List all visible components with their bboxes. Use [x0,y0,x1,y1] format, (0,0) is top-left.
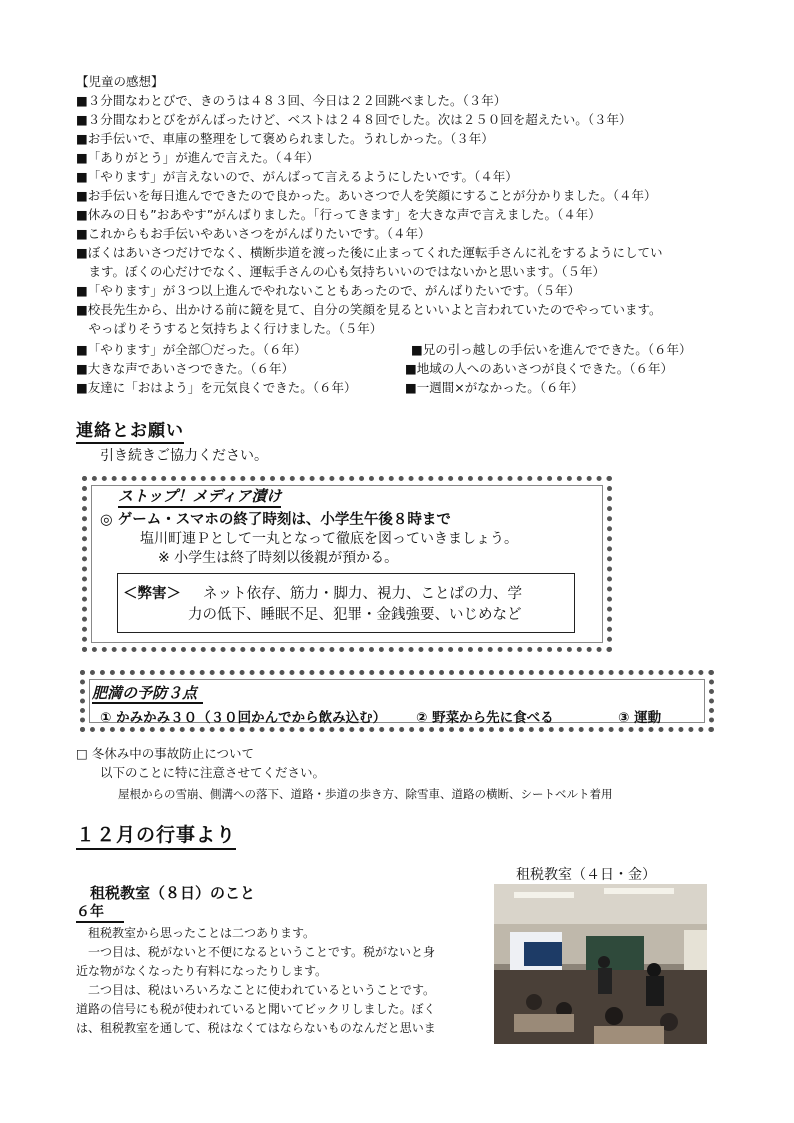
harm-line2: 力の低下、睡眠不足、犯罪・金銭強要、いじめなど [188,607,522,623]
media-box-line2: 塩川町連Ｐとして一丸となって徹底を図っていきましょう。 [140,531,518,547]
tax-class-subheading: 租税教室（８日）のこと [90,884,256,902]
list-item: ■「ありがとう」が進んで言えた。（４年） [76,150,320,165]
paragraph-line: 二つ目は、税はいろいろなことに使われているということです。 [76,983,436,997]
list-item: ■お手伝いを毎日進んでできたので良かった。あいさつで人を笑顔にすることが分かりました。（４年） [76,188,657,203]
list-item: ■友達に「おはよう」を元気良くできた。（６年） [76,380,357,395]
grade-label: ６年 [76,903,124,923]
notice-subtext: 引き続きご協力ください。 [100,448,268,464]
december-heading: １２月の行事より [76,822,236,850]
paragraph-line: 一つ目は、税がないと不便になるということです。税がないと身 [76,945,436,959]
list-item: ■地域の人へのあいさつが良くできた。（６年） [405,361,674,376]
list-item: ■３分間なわとびで、きのうは４８３回、今日は２２回跳べました。（３年） [76,93,507,108]
list-item: ■「やります」が全部〇だった。（６年） [76,342,307,357]
list-item: ■これからもお手伝いやあいさつをがんばりたいです。（４年） [76,226,431,241]
list-item: ■大きな声であいさつできた。（６年） [76,361,295,376]
winter-line3: 屋根からの雪崩、側溝への落下、道路・歩道の歩き方、除雪車、道路の横断、シートベルト着用 [118,787,613,801]
paragraph-line: は、租税教室を通して、税はなくてはならないものなんだと思いま [76,1021,436,1035]
tax-class-photo [494,884,707,1044]
harm-label: ＜弊害＞ [123,586,181,602]
list-item: ■「やります」が言えないので、がんばって言えるようにしたいです。（４年） [76,169,518,184]
harm-line1: ネット依存、筋力・脚力、視力、ことばの力、学 [203,586,522,602]
paragraph-line: 租税教室から思ったことは二つあります。 [76,926,316,940]
media-box-line3: ※ 小学生は終了時刻以後親が預かる。 [158,550,399,566]
obesity-item-3: ③ 運動 [618,710,662,726]
list-item: ます。ぼくの心だけでなく、運転手さんの心も気持ちいいのではないかと思います。（５年） [76,264,606,279]
paragraph-line: 道路の信号にも税が使われていると聞いてビックリしました。ぼく [76,1002,436,1016]
list-item: ■「やります」が３つ以上進んでやれないこともあったので、がんばりたいです。（５年） [76,283,581,298]
list-item: ■一週間×がなかった。（６年） [405,380,584,395]
media-box-title: ストップ！メディア漬け [118,486,281,508]
impressions-heading: 【児童の感想】 [76,74,164,89]
obesity-box-title: 肥満の予防３点 [92,684,203,704]
notice-heading: 連絡とお願い [76,420,184,444]
list-item: ■ぼくはあいさつだけでなく、横断歩道を渡った後に止まってくれた運転手さんに礼をするようにしてい [76,245,663,260]
list-item: やっぱりそうすると気持ちよく行けました。（５年） [76,321,383,336]
list-item: ■兄の引っ越しの手伝いを進んでできた。（６年） [411,342,692,357]
list-item: ■お手伝いで、車庫の整理をして褒められました。うれしかった。（３年） [76,131,494,146]
winter-line2: 以下のことに特に注意させてください。 [100,765,326,780]
photo-caption: 租税教室（４日・金） [516,867,656,883]
media-box-main: ◎ ゲーム・スマホの終了時刻は、小学生午後８時まで [100,512,451,528]
paragraph-line: 近な物がなくなったり有料になったりします。 [76,964,328,978]
winter-checkbox-line: □ 冬休み中の事故防止について [76,746,255,761]
obesity-item-2: ② 野菜から先に食べる [416,710,554,726]
list-item: ■校長先生から、出かける前に鏡を見て、自分の笑顔を見るといいよと言われていたのでやっています。 [76,302,662,317]
obesity-item-1: ① かみかみ３０（３０回かんでから飲み込む） [100,710,387,726]
classroom-photo-illustration [494,884,707,1044]
list-item: ■３分間なわとびをがんばったけど、ベストは２４８回でした。次は２５０回を超えたい。（３年） [76,112,632,127]
list-item: ■休みの日も”おあやす”がんばりました。「行ってきます」を大きな声で言えました。（４年） [76,207,601,222]
